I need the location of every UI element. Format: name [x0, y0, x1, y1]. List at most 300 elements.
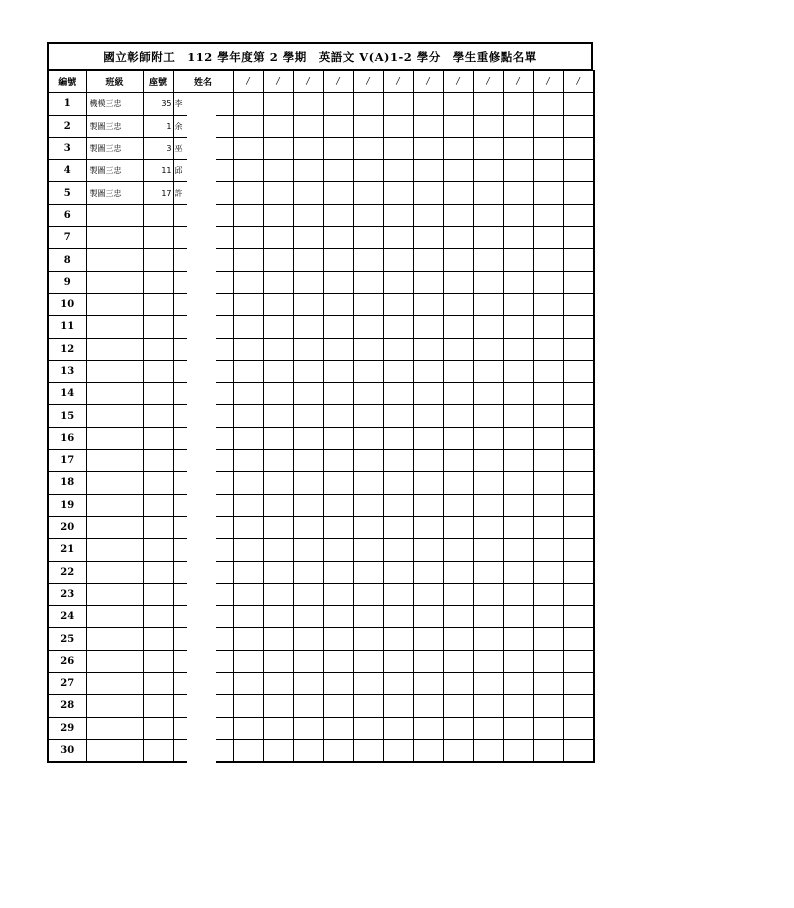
attendance-cell[interactable]: [503, 427, 533, 449]
attendance-cell[interactable]: [503, 717, 533, 739]
attendance-cell[interactable]: [233, 695, 263, 717]
attendance-cell[interactable]: [353, 271, 383, 293]
attendance-cell[interactable]: [473, 204, 503, 226]
attendance-cell[interactable]: [533, 405, 563, 427]
attendance-cell[interactable]: [413, 695, 443, 717]
attendance-cell[interactable]: [323, 494, 353, 516]
attendance-cell[interactable]: [563, 227, 594, 249]
attendance-cell[interactable]: [293, 717, 323, 739]
attendance-cell[interactable]: [503, 561, 533, 583]
attendance-cell[interactable]: [323, 204, 353, 226]
attendance-cell[interactable]: [293, 739, 323, 761]
attendance-cell[interactable]: [353, 249, 383, 271]
attendance-cell[interactable]: [293, 360, 323, 382]
attendance-cell[interactable]: [383, 450, 413, 472]
attendance-cell[interactable]: [263, 717, 293, 739]
attendance-cell[interactable]: [413, 606, 443, 628]
attendance-cell[interactable]: [473, 628, 503, 650]
attendance-cell[interactable]: [563, 316, 594, 338]
attendance-cell[interactable]: [233, 673, 263, 695]
attendance-cell[interactable]: [323, 182, 353, 204]
attendance-cell[interactable]: [473, 115, 503, 137]
attendance-cell[interactable]: [323, 338, 353, 360]
attendance-cell[interactable]: [443, 628, 473, 650]
attendance-cell[interactable]: [443, 427, 473, 449]
attendance-cell[interactable]: [533, 360, 563, 382]
attendance-cell[interactable]: [413, 583, 443, 605]
attendance-cell[interactable]: [233, 472, 263, 494]
attendance-cell[interactable]: [503, 628, 533, 650]
attendance-cell[interactable]: [533, 583, 563, 605]
attendance-cell[interactable]: [383, 93, 413, 115]
attendance-cell[interactable]: [413, 673, 443, 695]
attendance-cell[interactable]: [293, 673, 323, 695]
attendance-cell[interactable]: [503, 405, 533, 427]
attendance-cell[interactable]: [233, 271, 263, 293]
attendance-cell[interactable]: [323, 383, 353, 405]
attendance-cell[interactable]: [413, 360, 443, 382]
attendance-cell[interactable]: [503, 204, 533, 226]
attendance-cell[interactable]: [353, 227, 383, 249]
attendance-cell[interactable]: [293, 383, 323, 405]
attendance-cell[interactable]: [533, 383, 563, 405]
attendance-cell[interactable]: [263, 316, 293, 338]
attendance-cell[interactable]: [353, 472, 383, 494]
attendance-cell[interactable]: [353, 405, 383, 427]
attendance-cell[interactable]: [563, 628, 594, 650]
attendance-cell[interactable]: [443, 739, 473, 761]
attendance-cell[interactable]: [353, 583, 383, 605]
attendance-cell[interactable]: [533, 249, 563, 271]
attendance-cell[interactable]: [263, 561, 293, 583]
attendance-cell[interactable]: [323, 293, 353, 315]
attendance-cell[interactable]: [263, 516, 293, 538]
attendance-cell[interactable]: [563, 427, 594, 449]
attendance-cell[interactable]: [233, 606, 263, 628]
attendance-cell[interactable]: [473, 650, 503, 672]
attendance-cell[interactable]: [383, 516, 413, 538]
attendance-cell[interactable]: [473, 539, 503, 561]
attendance-cell[interactable]: [293, 227, 323, 249]
attendance-cell[interactable]: [563, 516, 594, 538]
attendance-cell[interactable]: [443, 695, 473, 717]
attendance-cell[interactable]: [413, 717, 443, 739]
attendance-cell[interactable]: [473, 494, 503, 516]
attendance-cell[interactable]: [323, 695, 353, 717]
attendance-cell[interactable]: [233, 316, 263, 338]
attendance-cell[interactable]: [503, 583, 533, 605]
attendance-cell[interactable]: [233, 516, 263, 538]
attendance-cell[interactable]: [563, 561, 594, 583]
attendance-cell[interactable]: [413, 227, 443, 249]
attendance-cell[interactable]: [353, 360, 383, 382]
attendance-cell[interactable]: [443, 204, 473, 226]
attendance-cell[interactable]: [263, 293, 293, 315]
attendance-cell[interactable]: [383, 115, 413, 137]
attendance-cell[interactable]: [563, 271, 594, 293]
attendance-cell[interactable]: [293, 316, 323, 338]
attendance-cell[interactable]: [443, 717, 473, 739]
attendance-cell[interactable]: [353, 383, 383, 405]
attendance-cell[interactable]: [473, 606, 503, 628]
attendance-cell[interactable]: [563, 137, 594, 159]
attendance-cell[interactable]: [293, 160, 323, 182]
attendance-cell[interactable]: [563, 606, 594, 628]
attendance-cell[interactable]: [413, 316, 443, 338]
attendance-cell[interactable]: [413, 405, 443, 427]
attendance-cell[interactable]: [413, 204, 443, 226]
attendance-cell[interactable]: [383, 383, 413, 405]
attendance-cell[interactable]: [323, 628, 353, 650]
attendance-cell[interactable]: [533, 427, 563, 449]
attendance-cell[interactable]: [473, 405, 503, 427]
attendance-cell[interactable]: [503, 739, 533, 761]
attendance-cell[interactable]: [233, 93, 263, 115]
attendance-cell[interactable]: [233, 561, 263, 583]
attendance-cell[interactable]: [263, 494, 293, 516]
attendance-cell[interactable]: [323, 360, 353, 382]
attendance-cell[interactable]: [293, 405, 323, 427]
attendance-cell[interactable]: [263, 204, 293, 226]
attendance-cell[interactable]: [533, 115, 563, 137]
attendance-cell[interactable]: [263, 227, 293, 249]
attendance-cell[interactable]: [383, 405, 413, 427]
attendance-cell[interactable]: [323, 650, 353, 672]
attendance-cell[interactable]: [563, 360, 594, 382]
attendance-cell[interactable]: [563, 472, 594, 494]
attendance-cell[interactable]: [383, 249, 413, 271]
attendance-cell[interactable]: [503, 673, 533, 695]
attendance-cell[interactable]: [323, 561, 353, 583]
attendance-cell[interactable]: [263, 338, 293, 360]
attendance-cell[interactable]: [293, 204, 323, 226]
attendance-cell[interactable]: [503, 606, 533, 628]
attendance-cell[interactable]: [563, 383, 594, 405]
attendance-cell[interactable]: [473, 561, 503, 583]
attendance-cell[interactable]: [563, 182, 594, 204]
attendance-cell[interactable]: [233, 539, 263, 561]
attendance-cell[interactable]: [323, 405, 353, 427]
attendance-cell[interactable]: [323, 93, 353, 115]
attendance-cell[interactable]: [503, 271, 533, 293]
attendance-cell[interactable]: [533, 227, 563, 249]
attendance-cell[interactable]: [293, 450, 323, 472]
attendance-cell[interactable]: [383, 182, 413, 204]
attendance-cell[interactable]: [413, 249, 443, 271]
attendance-cell[interactable]: [323, 472, 353, 494]
attendance-cell[interactable]: [233, 204, 263, 226]
attendance-cell[interactable]: [323, 427, 353, 449]
attendance-cell[interactable]: [443, 271, 473, 293]
attendance-cell[interactable]: [413, 494, 443, 516]
attendance-cell[interactable]: [413, 383, 443, 405]
attendance-cell[interactable]: [353, 450, 383, 472]
attendance-cell[interactable]: [413, 539, 443, 561]
attendance-cell[interactable]: [353, 561, 383, 583]
attendance-cell[interactable]: [353, 606, 383, 628]
attendance-cell[interactable]: [323, 606, 353, 628]
attendance-cell[interactable]: [293, 427, 323, 449]
attendance-cell[interactable]: [263, 160, 293, 182]
attendance-cell[interactable]: [503, 115, 533, 137]
attendance-cell[interactable]: [293, 494, 323, 516]
attendance-cell[interactable]: [443, 115, 473, 137]
attendance-cell[interactable]: [353, 650, 383, 672]
attendance-cell[interactable]: [293, 182, 323, 204]
attendance-cell[interactable]: [293, 472, 323, 494]
attendance-cell[interactable]: [473, 271, 503, 293]
attendance-cell[interactable]: [563, 539, 594, 561]
attendance-cell[interactable]: [383, 494, 413, 516]
attendance-cell[interactable]: [503, 494, 533, 516]
attendance-cell[interactable]: [443, 338, 473, 360]
attendance-cell[interactable]: [263, 583, 293, 605]
attendance-cell[interactable]: [533, 271, 563, 293]
attendance-cell[interactable]: [533, 628, 563, 650]
attendance-cell[interactable]: [383, 606, 413, 628]
attendance-cell[interactable]: [293, 271, 323, 293]
attendance-cell[interactable]: [443, 539, 473, 561]
attendance-cell[interactable]: [293, 137, 323, 159]
attendance-cell[interactable]: [413, 561, 443, 583]
attendance-cell[interactable]: [293, 695, 323, 717]
attendance-cell[interactable]: [353, 182, 383, 204]
attendance-cell[interactable]: [383, 316, 413, 338]
attendance-cell[interactable]: [533, 516, 563, 538]
attendance-cell[interactable]: [533, 137, 563, 159]
attendance-cell[interactable]: [233, 182, 263, 204]
attendance-cell[interactable]: [503, 695, 533, 717]
attendance-cell[interactable]: [563, 717, 594, 739]
attendance-cell[interactable]: [383, 739, 413, 761]
attendance-cell[interactable]: [473, 717, 503, 739]
attendance-cell[interactable]: [293, 338, 323, 360]
attendance-cell[interactable]: [413, 293, 443, 315]
attendance-cell[interactable]: [233, 249, 263, 271]
attendance-cell[interactable]: [443, 583, 473, 605]
attendance-cell[interactable]: [503, 160, 533, 182]
attendance-cell[interactable]: [503, 360, 533, 382]
attendance-cell[interactable]: [533, 293, 563, 315]
attendance-cell[interactable]: [293, 516, 323, 538]
attendance-cell[interactable]: [503, 137, 533, 159]
attendance-cell[interactable]: [563, 494, 594, 516]
attendance-cell[interactable]: [263, 182, 293, 204]
attendance-cell[interactable]: [293, 539, 323, 561]
attendance-cell[interactable]: [233, 717, 263, 739]
attendance-cell[interactable]: [563, 450, 594, 472]
attendance-cell[interactable]: [293, 650, 323, 672]
attendance-cell[interactable]: [533, 606, 563, 628]
attendance-cell[interactable]: [443, 316, 473, 338]
attendance-cell[interactable]: [323, 539, 353, 561]
attendance-cell[interactable]: [413, 472, 443, 494]
attendance-cell[interactable]: [503, 182, 533, 204]
attendance-cell[interactable]: [503, 539, 533, 561]
attendance-cell[interactable]: [233, 160, 263, 182]
attendance-cell[interactable]: [323, 115, 353, 137]
attendance-cell[interactable]: [383, 695, 413, 717]
attendance-cell[interactable]: [473, 673, 503, 695]
attendance-cell[interactable]: [293, 93, 323, 115]
attendance-cell[interactable]: [233, 494, 263, 516]
attendance-cell[interactable]: [383, 271, 413, 293]
attendance-cell[interactable]: [563, 249, 594, 271]
attendance-cell[interactable]: [533, 650, 563, 672]
attendance-cell[interactable]: [413, 137, 443, 159]
attendance-cell[interactable]: [503, 338, 533, 360]
attendance-cell[interactable]: [503, 472, 533, 494]
attendance-cell[interactable]: [383, 360, 413, 382]
attendance-cell[interactable]: [233, 115, 263, 137]
attendance-cell[interactable]: [443, 673, 473, 695]
attendance-cell[interactable]: [353, 204, 383, 226]
attendance-cell[interactable]: [353, 137, 383, 159]
attendance-cell[interactable]: [263, 695, 293, 717]
attendance-cell[interactable]: [443, 360, 473, 382]
attendance-cell[interactable]: [293, 583, 323, 605]
attendance-cell[interactable]: [263, 427, 293, 449]
attendance-cell[interactable]: [383, 227, 413, 249]
attendance-cell[interactable]: [263, 650, 293, 672]
attendance-cell[interactable]: [443, 383, 473, 405]
attendance-cell[interactable]: [533, 717, 563, 739]
attendance-cell[interactable]: [323, 249, 353, 271]
attendance-cell[interactable]: [353, 516, 383, 538]
attendance-cell[interactable]: [443, 494, 473, 516]
attendance-cell[interactable]: [503, 383, 533, 405]
attendance-cell[interactable]: [263, 673, 293, 695]
attendance-cell[interactable]: [443, 293, 473, 315]
attendance-cell[interactable]: [263, 249, 293, 271]
attendance-cell[interactable]: [233, 137, 263, 159]
attendance-cell[interactable]: [383, 583, 413, 605]
attendance-cell[interactable]: [443, 606, 473, 628]
attendance-cell[interactable]: [473, 383, 503, 405]
attendance-cell[interactable]: [563, 695, 594, 717]
attendance-cell[interactable]: [263, 606, 293, 628]
attendance-cell[interactable]: [503, 93, 533, 115]
attendance-cell[interactable]: [563, 160, 594, 182]
attendance-cell[interactable]: [413, 271, 443, 293]
attendance-cell[interactable]: [473, 583, 503, 605]
attendance-cell[interactable]: [353, 293, 383, 315]
attendance-cell[interactable]: [473, 137, 503, 159]
attendance-cell[interactable]: [323, 271, 353, 293]
attendance-cell[interactable]: [443, 249, 473, 271]
attendance-cell[interactable]: [383, 137, 413, 159]
attendance-cell[interactable]: [443, 650, 473, 672]
attendance-cell[interactable]: [263, 360, 293, 382]
attendance-cell[interactable]: [563, 293, 594, 315]
attendance-cell[interactable]: [473, 316, 503, 338]
attendance-cell[interactable]: [563, 405, 594, 427]
attendance-cell[interactable]: [293, 249, 323, 271]
attendance-cell[interactable]: [293, 606, 323, 628]
attendance-cell[interactable]: [563, 338, 594, 360]
attendance-cell[interactable]: [443, 160, 473, 182]
attendance-cell[interactable]: [293, 628, 323, 650]
attendance-cell[interactable]: [263, 405, 293, 427]
attendance-cell[interactable]: [443, 561, 473, 583]
attendance-cell[interactable]: [413, 93, 443, 115]
attendance-cell[interactable]: [293, 561, 323, 583]
attendance-cell[interactable]: [563, 650, 594, 672]
attendance-cell[interactable]: [473, 338, 503, 360]
attendance-cell[interactable]: [263, 472, 293, 494]
attendance-cell[interactable]: [473, 450, 503, 472]
attendance-cell[interactable]: [323, 316, 353, 338]
attendance-cell[interactable]: [263, 137, 293, 159]
attendance-cell[interactable]: [323, 583, 353, 605]
attendance-cell[interactable]: [353, 628, 383, 650]
attendance-cell[interactable]: [263, 93, 293, 115]
attendance-cell[interactable]: [353, 673, 383, 695]
attendance-cell[interactable]: [323, 516, 353, 538]
attendance-cell[interactable]: [323, 717, 353, 739]
attendance-cell[interactable]: [383, 539, 413, 561]
attendance-cell[interactable]: [413, 450, 443, 472]
attendance-cell[interactable]: [473, 160, 503, 182]
attendance-cell[interactable]: [533, 561, 563, 583]
attendance-cell[interactable]: [323, 160, 353, 182]
attendance-cell[interactable]: [473, 739, 503, 761]
attendance-cell[interactable]: [323, 739, 353, 761]
attendance-cell[interactable]: [383, 673, 413, 695]
attendance-cell[interactable]: [503, 650, 533, 672]
attendance-cell[interactable]: [413, 160, 443, 182]
attendance-cell[interactable]: [533, 673, 563, 695]
attendance-cell[interactable]: [533, 450, 563, 472]
attendance-cell[interactable]: [233, 338, 263, 360]
attendance-cell[interactable]: [503, 516, 533, 538]
attendance-cell[interactable]: [563, 739, 594, 761]
attendance-cell[interactable]: [293, 293, 323, 315]
attendance-cell[interactable]: [443, 405, 473, 427]
attendance-cell[interactable]: [353, 316, 383, 338]
attendance-cell[interactable]: [233, 383, 263, 405]
attendance-cell[interactable]: [413, 338, 443, 360]
attendance-cell[interactable]: [233, 227, 263, 249]
attendance-cell[interactable]: [353, 160, 383, 182]
attendance-cell[interactable]: [383, 628, 413, 650]
attendance-cell[interactable]: [233, 450, 263, 472]
attendance-cell[interactable]: [383, 160, 413, 182]
attendance-cell[interactable]: [413, 427, 443, 449]
attendance-cell[interactable]: [443, 182, 473, 204]
attendance-cell[interactable]: [413, 650, 443, 672]
attendance-cell[interactable]: [413, 182, 443, 204]
attendance-cell[interactable]: [413, 115, 443, 137]
attendance-cell[interactable]: [533, 472, 563, 494]
attendance-cell[interactable]: [233, 360, 263, 382]
attendance-cell[interactable]: [353, 494, 383, 516]
attendance-cell[interactable]: [503, 227, 533, 249]
attendance-cell[interactable]: [413, 516, 443, 538]
attendance-cell[interactable]: [563, 204, 594, 226]
attendance-cell[interactable]: [353, 739, 383, 761]
attendance-cell[interactable]: [443, 227, 473, 249]
attendance-cell[interactable]: [503, 249, 533, 271]
attendance-cell[interactable]: [533, 93, 563, 115]
attendance-cell[interactable]: [233, 650, 263, 672]
attendance-cell[interactable]: [383, 561, 413, 583]
attendance-cell[interactable]: [323, 227, 353, 249]
attendance-cell[interactable]: [533, 316, 563, 338]
attendance-cell[interactable]: [473, 293, 503, 315]
attendance-cell[interactable]: [233, 293, 263, 315]
attendance-cell[interactable]: [533, 739, 563, 761]
